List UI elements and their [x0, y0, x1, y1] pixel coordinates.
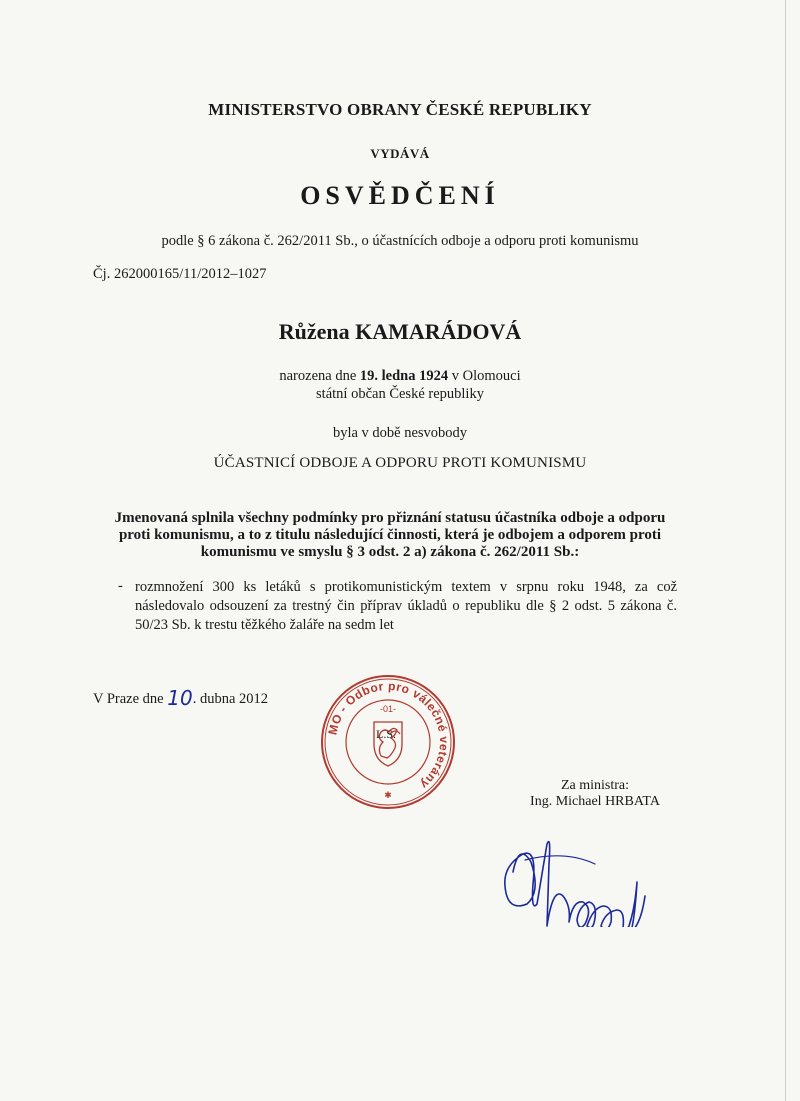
date-suffix: . dubna 2012: [192, 691, 268, 707]
place-and-date: [93, 684, 268, 708]
activity-description: rozmnožení 300 ks letáků s protikomunistickým textem v srpnu roku 1948, za což následovalo odsouzení za trestný čin příprav úkladů o republiku dle § 2 odst. 5 zákona č. 50/23 Sb. k trestu těžkého žaláře na sedm let: [135, 579, 677, 633]
handwritten-signature: [495, 812, 675, 927]
stamp-ring-text: MO - Odbor pro válečné veterány: [325, 678, 452, 792]
activity-bullet: -: [118, 578, 123, 594]
issues-label: VYDÁVÁ: [370, 146, 430, 161]
birth-line: [0, 368, 800, 385]
document-title: OSVĚDČENÍ: [300, 181, 500, 210]
star-icon: ✱: [384, 791, 392, 801]
stamp-ls: L.S.: [376, 727, 397, 741]
place-prefix: V Praze dne: [93, 691, 168, 707]
birth-prefix: narozena dne: [279, 368, 360, 384]
conditions-statement: Jmenovaná splnila všechny podmínky pro přiznání statusu účastníka odboje a odporu proti komunismu, a to z titulu následující činnosti, která je odbojem a odporem proti komunismu ve smyslu § 3 odst. 2 a) zákona č. 262/2011 Sb.:: [114, 510, 666, 560]
birth-place: v Olomouci: [448, 368, 521, 384]
official-stamp: [318, 672, 458, 812]
for-minister-label: Za ministra:: [560, 778, 630, 793]
person-name: Růžena KAMARÁDOVÁ: [278, 319, 522, 344]
signatory-block: [520, 778, 670, 810]
paper-edge: [785, 0, 786, 1101]
citizenship: státní občan České republiky: [316, 386, 484, 402]
signatory-name: Ing. Michael HRBATA: [530, 794, 660, 809]
during-period: byla v době nesvobody: [332, 425, 468, 441]
reference-number: Čj. 262000165/11/2012–1027: [93, 266, 267, 282]
stamp-number: -01-: [379, 704, 397, 714]
legal-basis: podle § 6 zákona č. 262/2011 Sb., o účastnících odboje a odporu proti komunismu: [161, 233, 639, 249]
participant-status: ÚČASTNICÍ ODBOJE A ODPORU PROTI KOMUNISMU: [213, 455, 587, 471]
handwritten-day: 10: [167, 686, 193, 710]
ministry-heading: MINISTERSTVO OBRANY ČESKÉ REPUBLIKY: [208, 100, 592, 119]
birth-date: 19. ledna 1924: [359, 368, 449, 384]
